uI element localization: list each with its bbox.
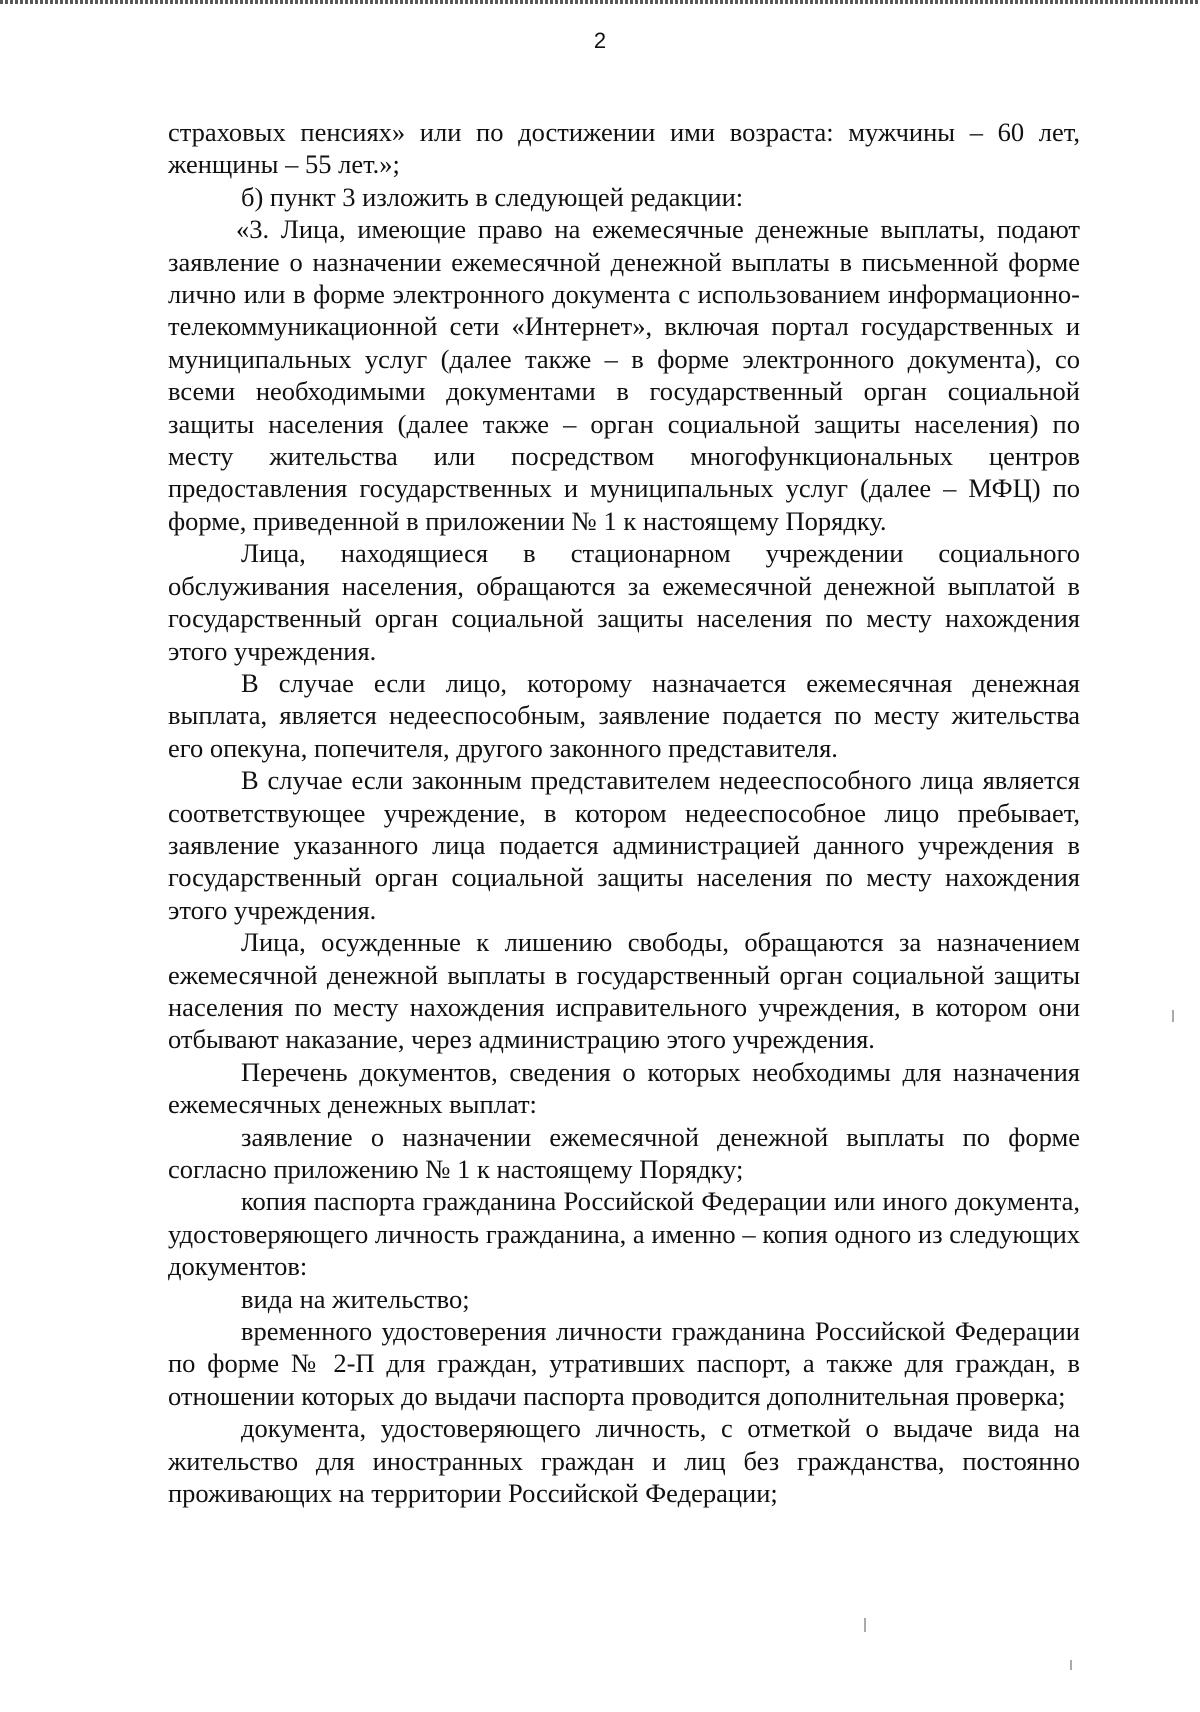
scan-artifact-mark [1070, 1660, 1072, 1670]
paragraph-continuation: страховых пенсиях» или по достижении ими возраста: мужчины – 60 лет, женщины – 55 лет.»; [168, 117, 1080, 180]
paragraph-passport-copy: копия паспорта гражданина Российской Федерации или иного документа, удостоверяющего личность гражданина, а именно – копия одного из следующих документов: [168, 1186, 1080, 1282]
paragraph-documents-list-intro: Перечень документов, сведения о которых необходимы для назначения ежемесячных денежных выплат: [168, 1056, 1080, 1120]
paragraph-convicted-persons: Лица, осужденные к лишению свободы, обращаются за назначением ежемесячной денежной выплаты в государственный орган социальной защиты населения по месту нахождения исправительного учреждения, в котором они отбывают наказание, через администрацию этого учреждения. [168, 927, 1080, 1055]
paragraph-temporary-id: временного удостоверения личности гражданина Российской Федерации по форме № 2-П для граждан, утративших паспорт, а также для граждан, в отношении которых до выдачи паспорта проводится дополнительная проверка; [168, 1316, 1080, 1411]
paragraph-residence-permit: вида на жительство; [241, 1283, 470, 1314]
document-body [168, 116, 1080, 1509]
scan-artifact-mark [1172, 1010, 1174, 1022]
paragraph-application-form: заявление о назначении ежемесячной денежной выплаты по форме согласно приложению № 1 к настоящему Порядку; [168, 1121, 1080, 1184]
paragraph-item-3: «3. Лица, имеющие право на ежемесячные денежные выплаты, подают заявление о назначении ежемесячной денежной выплаты в письменной форме лично или в форме электронного документа с использованием информационно-телекоммуникационной сети «Интернет», включая портал государственных и муниципальных услуг (далее также – в форме электронного документа), со всеми необходимыми документами в государственный орган социальной защиты населения (далее также – орган социальной защиты населения) по месту жительства или посредством многофункциональных центров предоставления государственных и муниципальных услуг (далее – МФЦ) по форме, приведенной в приложении № 1 к настоящему Порядку. [168, 214, 1080, 536]
paragraph-foreign-id: документа, удостоверяющего личность, с отметкой о выдаче вида на жительство для иностранных граждан и лиц без гражданства, постоянно проживающих на территории Российской Федерации; [168, 1413, 1080, 1509]
scan-top-border [0, 0, 1200, 4]
paragraph-amendment-b: б) пункт 3 изложить в следующей редакции: [241, 181, 744, 212]
paragraph-incapacitated-person: В случае если лицо, которому назначается ежемесячная денежная выплата, является недееспособным, заявление подается по месту жительства его опекуна, попечителя, другого законного представителя. [168, 667, 1080, 763]
paragraph-stationary-institution: Лица, находящиеся в стационарном учреждении социального обслуживания населения, обращаются за ежемесячной денежной выплатой в государственный орган социальной защиты населения по месту нахождения этого учреждения. [168, 538, 1080, 666]
scan-artifact-mark [864, 1618, 866, 1632]
paragraph-legal-representative: В случае если законным представителем недееспособного лица является соответствующее учреждение, в котором недееспособное лицо пребывает, заявление указанного лица подается администрацией данного учреждения в государственный орган социальной защиты населения по месту нахождения этого учреждения. [168, 765, 1080, 925]
page-number: 2 [593, 28, 607, 53]
